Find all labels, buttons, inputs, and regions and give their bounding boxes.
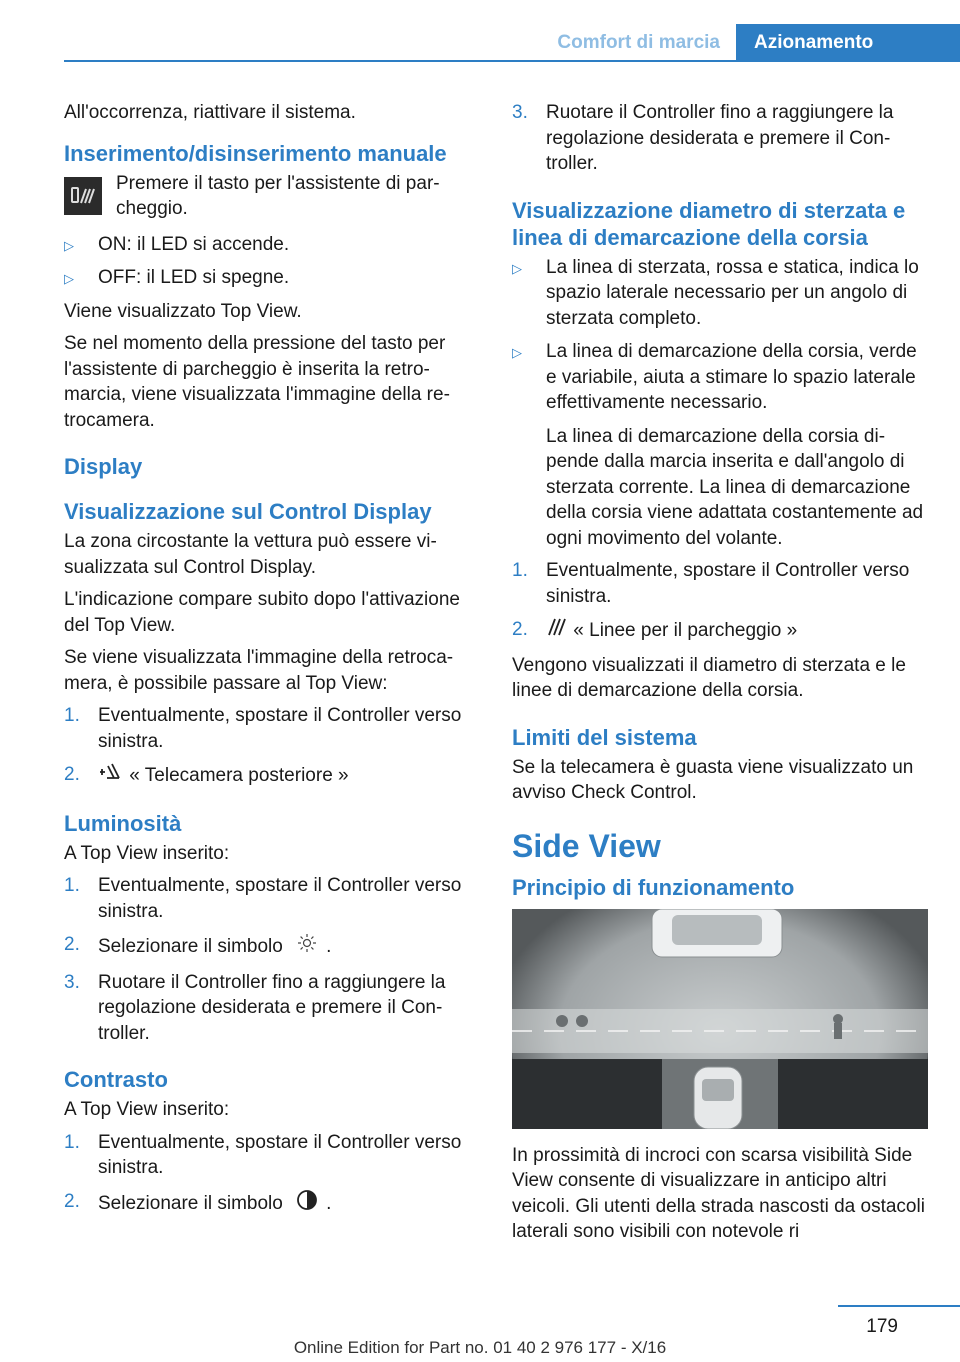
bullet: [512, 255, 930, 332]
parking-lines-icon: [546, 617, 568, 645]
heading-contrasto: Contrasto: [64, 1067, 168, 1092]
step-number: 1.: [64, 875, 80, 896]
left-column: [64, 100, 482, 1226]
step: [64, 703, 482, 754]
brightness-icon: [296, 932, 318, 962]
bullet-text: OFF: il LED si spegne.: [98, 267, 290, 288]
step-number: 2.: [512, 619, 528, 640]
paragraph: A Top View inserito:: [64, 842, 230, 864]
heading-luminosita: Luminosità: [64, 810, 182, 836]
step-number: 2.: [64, 764, 80, 785]
bullet-text: ON: il LED si accende.: [98, 233, 290, 255]
step-number: 3.: [64, 971, 80, 993]
paragraph: A Top View inserito:: [64, 1099, 230, 1120]
step: [512, 100, 930, 177]
step: [512, 558, 930, 609]
step-text: Eventualmente, spostare il Controller verso sinistra.: [98, 875, 462, 922]
step-text: Eventualmente, spostare il Controller verso sinistra.: [98, 705, 462, 752]
paragraph: L'indicazione compare subito dopo l'attivazione del Top View.: [64, 589, 460, 636]
contrast-icon: [296, 1189, 318, 1219]
heading-principio: Principio di funzionamento: [512, 874, 795, 900]
step-text: Ruotare il Controller fino a raggiungere la regolazione desiderata e premere il Controller.: [546, 102, 894, 174]
step-number: 1.: [64, 705, 80, 726]
paragraph: Se nel momento della pressione del tasto per l'assistente di parcheggio è inserita la retromarcia, viene visualizzata l'immagine della retrocamera.: [64, 333, 450, 431]
park-assist-button-icon: [64, 177, 102, 215]
paragraph: Vengono visualizzati il diametro di sterzata e le linee di demarcazione della corsia.: [512, 654, 906, 701]
step-text-end: .: [326, 935, 332, 957]
paragraph: In prossimità di incroci con scarsa visibilità Side View consente di visualizzare in anticipo altri veicoli. Gli utenti della strada nascosti da ostacoli laterali sono visibili con notevole ri: [512, 1144, 925, 1242]
heading-display: Display: [64, 454, 143, 479]
step: [64, 1189, 482, 1219]
step-number: 2.: [64, 1190, 80, 1212]
bullet: [512, 339, 930, 416]
bullet-subparagraph: La linea di demarcazione della corsia dipende dalla marcia inserita e dall'angolo di sterzata corrente. La linea di demarcazione della corsia viene adattata costantemente ad ogni movimento del volante.: [546, 425, 924, 549]
step-number: 2.: [64, 934, 80, 955]
manual-button-paragraph: [64, 171, 482, 222]
step-number: 1.: [512, 560, 528, 581]
paragraph: Se la telecamera è guasta viene visualizzato un avviso Check Control.: [512, 756, 914, 803]
triangle-bullet-icon: ▷: [64, 237, 74, 253]
paragraph: Se viene visualizzata l'immagine della retrocamera, è possibile passare al Top View:: [64, 647, 454, 694]
step-text: Eventualmente, spostare il Controller verso sinistra.: [98, 1131, 462, 1178]
side-view-illustration: [512, 909, 928, 1129]
bullet-off: [64, 265, 482, 291]
footer-edition: Online Edition for Part no. 01 40 2 976 177 - X/16: [293, 1338, 667, 1357]
heading-manual: Inserimento/disinserimento manuale: [64, 140, 447, 166]
paragraph: All'occorrenza, riattivare il sistema.: [64, 102, 356, 123]
step: [64, 1130, 482, 1181]
triangle-bullet-icon: ▷: [64, 271, 74, 286]
step-number: 3.: [512, 102, 528, 123]
triangle-bullet-icon: ▷: [512, 345, 522, 360]
step-text-end: .: [326, 1192, 332, 1214]
paragraph: La zona circostante la vettura può essere visualizzata sul Control Display.: [64, 531, 437, 578]
step: [512, 617, 930, 645]
rear-camera-icon: [98, 762, 124, 790]
step: [64, 873, 482, 924]
step: [64, 932, 482, 962]
header-rule: [64, 60, 960, 62]
heading-limiti: Limiti del sistema: [512, 724, 697, 750]
right-column: [512, 100, 930, 1252]
header-section-title: Comfort di marcia: [557, 32, 720, 53]
step-text: « Telecamera posteriore »: [129, 764, 349, 786]
heading-diametro: Visualizzazione diametro di sterzata e linea di demarcazione della corsia: [512, 197, 906, 250]
step-text: Selezionare il simbolo: [98, 1192, 283, 1214]
manual-text: Premere il tasto per l'assistente di parcheggio.: [116, 172, 440, 219]
step-text: Selezionare il simbolo: [98, 935, 283, 957]
heading-visualizzazione: Visualizzazione sul Control Display: [64, 499, 432, 524]
triangle-bullet-icon: ▷: [512, 260, 522, 276]
step-text: Ruotare il Controller fino a raggiungere la regolazione desiderata e premere il Controller.: [98, 971, 446, 1044]
step-number: 1.: [64, 1131, 80, 1153]
paragraph: Viene visualizzato Top View.: [64, 300, 302, 322]
bullet-on: [64, 232, 482, 258]
heading-side-view: Side View: [512, 827, 661, 864]
bullet-text: La linea di sterzata, rossa e statica, indica lo spazio laterale necessario per un angolo di sterzata completo.: [546, 256, 919, 329]
step-text: Eventualmente, spostare il Controller verso sinistra.: [546, 560, 910, 607]
step-text: « Linee per il parcheggio »: [573, 619, 798, 641]
bullet-text: La linea di demarcazione della corsia, verde e variabile, aiuta a stimare lo spazio laterale effettivamente necessario.: [546, 341, 917, 413]
page-number: 179: [866, 1316, 898, 1337]
step: [64, 762, 482, 790]
header-chapter-tab: Azionamento: [736, 24, 960, 62]
step: [64, 970, 482, 1047]
footer-rule: [838, 1305, 960, 1307]
